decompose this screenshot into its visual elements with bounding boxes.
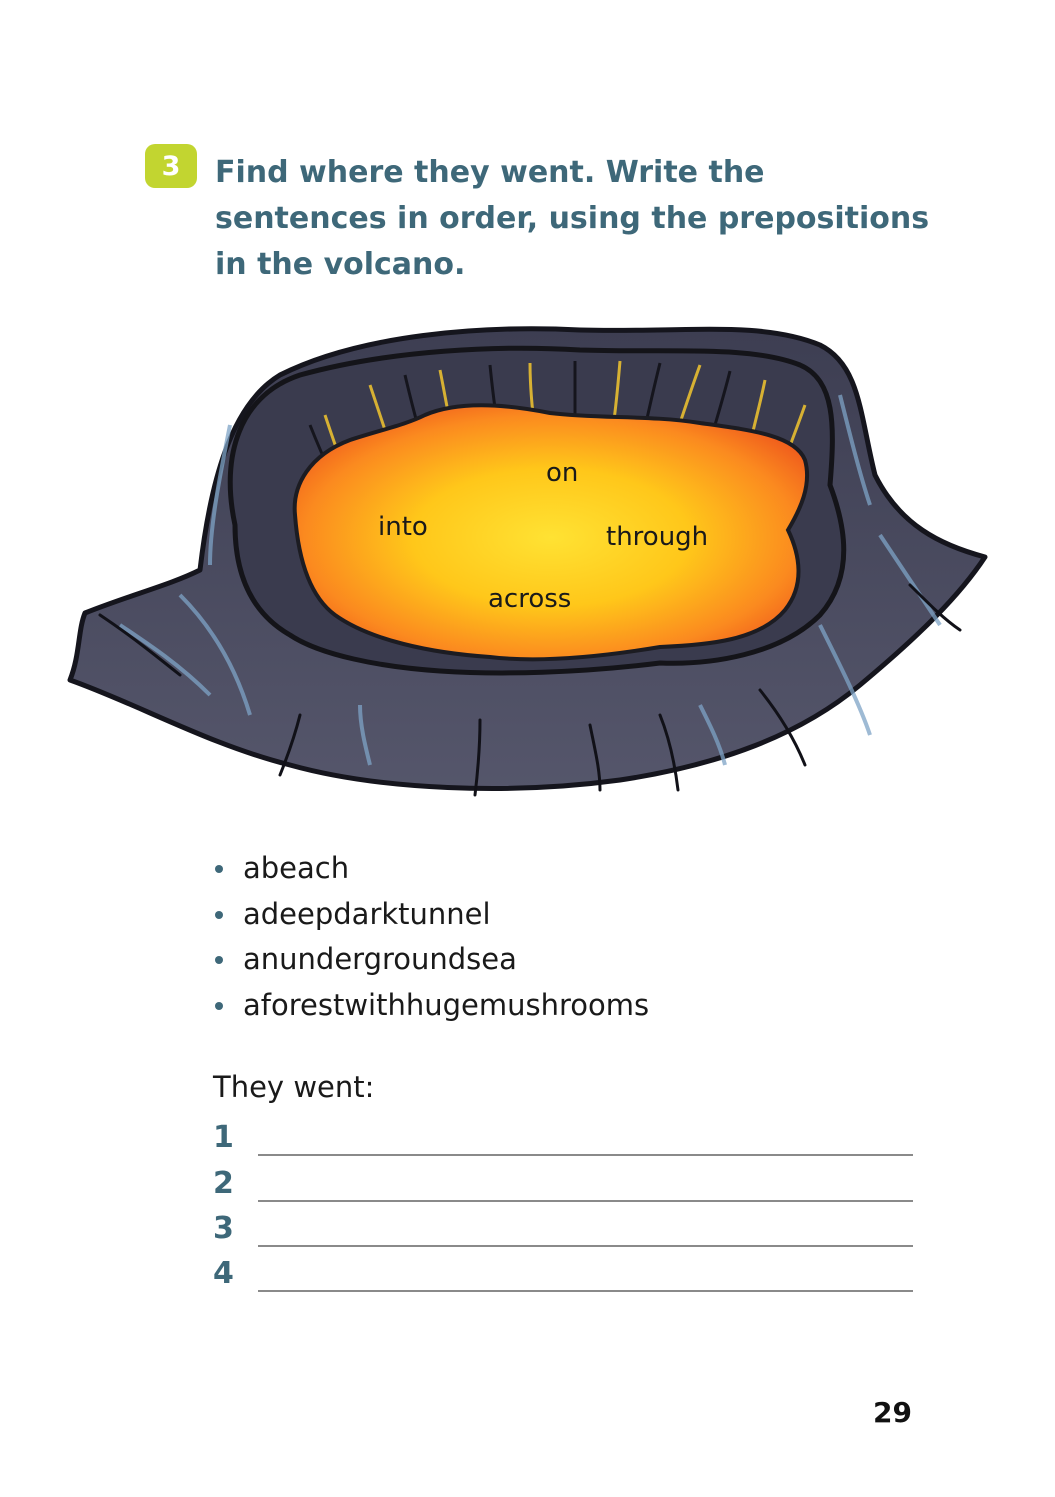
volcano-illustration — [60, 295, 990, 835]
writing-line — [258, 1200, 913, 1202]
writing-line — [258, 1290, 913, 1292]
bullet-icon — [215, 956, 223, 964]
answer-line-1[interactable] — [213, 1120, 913, 1165]
preposition-on: on — [546, 458, 579, 488]
answer-number: 3 — [213, 1211, 234, 1246]
answer-line-4[interactable] — [213, 1256, 913, 1301]
list-item — [213, 892, 649, 938]
list-item — [213, 846, 649, 892]
writing-line — [258, 1245, 913, 1247]
bullet-icon — [215, 1002, 223, 1010]
place-phrase: anundergroundsea — [243, 942, 517, 976]
answer-number: 1 — [213, 1120, 234, 1155]
answer-line-2[interactable] — [213, 1166, 913, 1211]
preposition-across: across — [488, 584, 572, 614]
exercise-instruction: Find where they went. Write the sentences in order, using the prepositions in the volcano. — [215, 155, 930, 282]
list-item — [213, 937, 649, 983]
preposition-into: into — [378, 512, 428, 542]
writing-line — [258, 1154, 913, 1156]
answer-line-3[interactable] — [213, 1211, 913, 1256]
preposition-through: through — [606, 522, 709, 552]
page-number: 29 — [873, 1396, 912, 1429]
list-item — [213, 983, 649, 1029]
bullet-icon — [215, 865, 223, 873]
place-phrase: adeepdarktunnel — [243, 896, 491, 931]
place-phrase: abeach — [243, 851, 350, 885]
lava-lake — [295, 405, 807, 659]
answer-label: They went: — [213, 1070, 375, 1104]
answer-number: 2 — [213, 1166, 234, 1201]
place-phrase-list — [213, 846, 649, 1028]
bullet-icon — [215, 911, 223, 919]
place-phrase: aforestwithhugemushrooms — [243, 987, 650, 1022]
answer-number: 4 — [213, 1256, 234, 1291]
exercise-number-badge: 3 — [145, 144, 197, 188]
